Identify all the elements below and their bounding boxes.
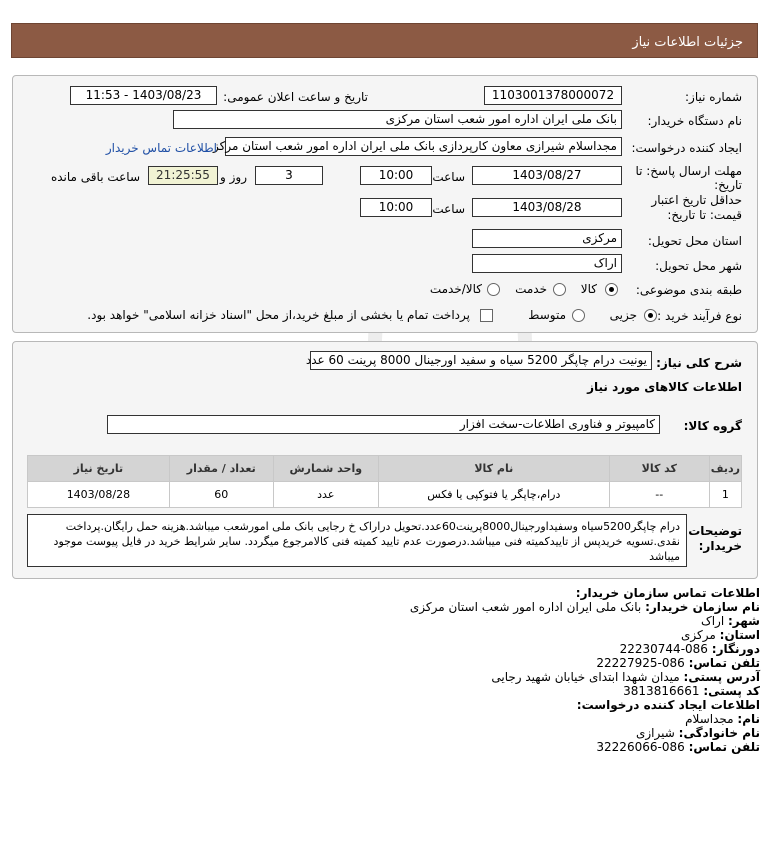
contact-city: شهر: اراک — [700, 614, 760, 628]
requester-phone: تلفن تماس: 086-32226066 — [596, 740, 760, 754]
process-radio-medium[interactable] — [572, 309, 585, 322]
buyer-notes-field: درام چاپگر5200سیاه وسفیداورجینال8000پرینت60عدد.تحویل دراراک خ رجایی بانک ملی امورشعب میباشد.هزینه حمل رایگان.پرداخت نقدی.تسویه خریدپس از تاییدکمیته فنی میباشد.درصورت عدم تایید کمیته فنی کالامرجوع میگردد. سایر شرایط خرید در فایل پیوست موجود میباشد — [27, 514, 687, 567]
validity-time-label: ساعت — [432, 202, 465, 216]
creator-label: ایجاد کننده درخواست: — [631, 141, 742, 155]
need-description-field: یونیت درام چاپگر 5200 سیاه و سفید اورجینال 8000 پرینت 60 عدد — [310, 351, 652, 370]
requester-title: اطلاعات ایجاد کننده درخواست: — [576, 698, 760, 712]
requester-last-name: نام خانوادگی: شیرازی — [635, 726, 760, 740]
delivery-province-field: مرکزی — [472, 229, 622, 248]
goods-group-label: گروه کالا: — [683, 419, 742, 433]
buyer-org-field: بانک ملی ایران اداره امور شعب استان مرکزی — [173, 110, 622, 129]
category-option-goods-service: کالا/خدمت — [429, 282, 482, 296]
creator-field: مجداسلام شیرازی معاون کارپردازی بانک ملی ایران اداره امور شعب استان مرکز — [225, 137, 622, 156]
announce-field: 1403/08/23 - 11:53 — [70, 86, 217, 105]
goods-table — [27, 455, 742, 508]
remaining-time-field: 21:25:55 — [148, 166, 218, 185]
page-title: جزئیات اطلاعات نیاز — [632, 35, 743, 50]
table-row — [28, 482, 742, 508]
col-unit: واحد شمارش — [273, 456, 378, 482]
category-radio-goods-service[interactable] — [487, 283, 500, 296]
category-radio-goods[interactable] — [605, 283, 618, 296]
contact-postal: کد پستی: 3813816661 — [623, 684, 760, 698]
category-option-goods: کالا — [580, 282, 597, 296]
reply-deadline-label-2: تاریخ: — [714, 178, 742, 192]
goods-group-field: کامپیوتر و فناوری اطلاعات-سخت افزار — [107, 415, 660, 434]
process-radio-minor[interactable] — [644, 309, 657, 322]
reply-deadline-label: مهلت ارسال پاسخ: تا — [635, 164, 742, 178]
reply-time-label: ساعت — [432, 170, 465, 184]
contact-phone: تلفن تماس: 086-22227925 — [596, 656, 760, 670]
cell-date: 1403/08/28 — [28, 482, 170, 508]
delivery-city-field: اراک — [472, 254, 622, 273]
col-name: نام کالا — [378, 456, 609, 482]
contact-org-name: نام سازمان خریدار: بانک ملی ایران اداره امور شعب استان مرکزی — [409, 600, 760, 614]
reply-time-field: 10:00 — [360, 166, 432, 185]
process-label: نوع فرآیند خرید : — [657, 309, 742, 323]
treasury-payment-checkbox[interactable] — [480, 309, 493, 322]
contact-org-title: اطلاعات تماس سازمان خریدار: — [575, 586, 760, 600]
validity-label: حداقل تاریخ اعتبار — [651, 193, 742, 207]
treasury-payment-note: پرداخت تمام یا بخشی از مبلغ خرید،از محل "اسناد خزانه اسلامی" خواهد بود. — [87, 308, 470, 322]
page-header — [11, 23, 758, 58]
validity-date-field: 1403/08/28 — [472, 198, 622, 217]
cell-row: 1 — [709, 482, 741, 508]
col-date: تاریخ نیاز — [28, 456, 170, 482]
days-label: روز و — [220, 170, 247, 184]
delivery-province-label: استان محل تحویل: — [647, 234, 742, 248]
need-number-label: شماره نیاز: — [685, 90, 742, 104]
need-number-field: 1103001378000072 — [484, 86, 622, 105]
validity-label-2: قیمت: تا تاریخ: — [667, 208, 742, 222]
goods-info-title: اطلاعات کالاهای مورد نیاز — [587, 380, 742, 394]
col-code: کد کالا — [609, 456, 709, 482]
process-option-minor: جزیی — [609, 308, 637, 322]
buyer-notes-label: توضیحات خریدار: — [688, 524, 742, 553]
announce-label: تاریخ و ساعت اعلان عمومی: — [223, 90, 368, 104]
buyer-contact-link[interactable]: اطلاعات تماس خریدار — [105, 141, 217, 155]
category-radio-service[interactable] — [553, 283, 566, 296]
cell-unit: عدد — [273, 482, 378, 508]
cell-qty: 60 — [169, 482, 273, 508]
category-option-service: خدمت — [515, 282, 547, 296]
need-description-label: شرح کلی نیاز: — [656, 356, 742, 370]
col-row: ردیف — [709, 456, 741, 482]
reply-date-field: 1403/08/27 — [472, 166, 622, 185]
table-header-row — [28, 456, 742, 482]
category-label: طبقه بندی موضوعی: — [635, 283, 742, 297]
requester-first-name: نام: مجداسلام — [685, 712, 760, 726]
cell-name: درام،چاپگر یا فتوکپی یا فکس — [378, 482, 609, 508]
delivery-city-label: شهر محل تحویل: — [655, 259, 742, 273]
contact-province: استان: مرکزی — [681, 628, 760, 642]
validity-time-field: 10:00 — [360, 198, 432, 217]
days-field: 3 — [255, 166, 323, 185]
contact-address: آدرس پستی: میدان شهدا ابتدای خیابان شهید رجایی — [491, 670, 760, 684]
buyer-org-label: نام دستگاه خریدار: — [647, 114, 742, 128]
col-qty: تعداد / مقدار — [169, 456, 273, 482]
process-option-medium: متوسط — [528, 308, 566, 322]
cell-code: -- — [609, 482, 709, 508]
remaining-label: ساعت باقی مانده — [50, 170, 140, 184]
contact-fax: دورنگار: 086-22230744 — [619, 642, 760, 656]
